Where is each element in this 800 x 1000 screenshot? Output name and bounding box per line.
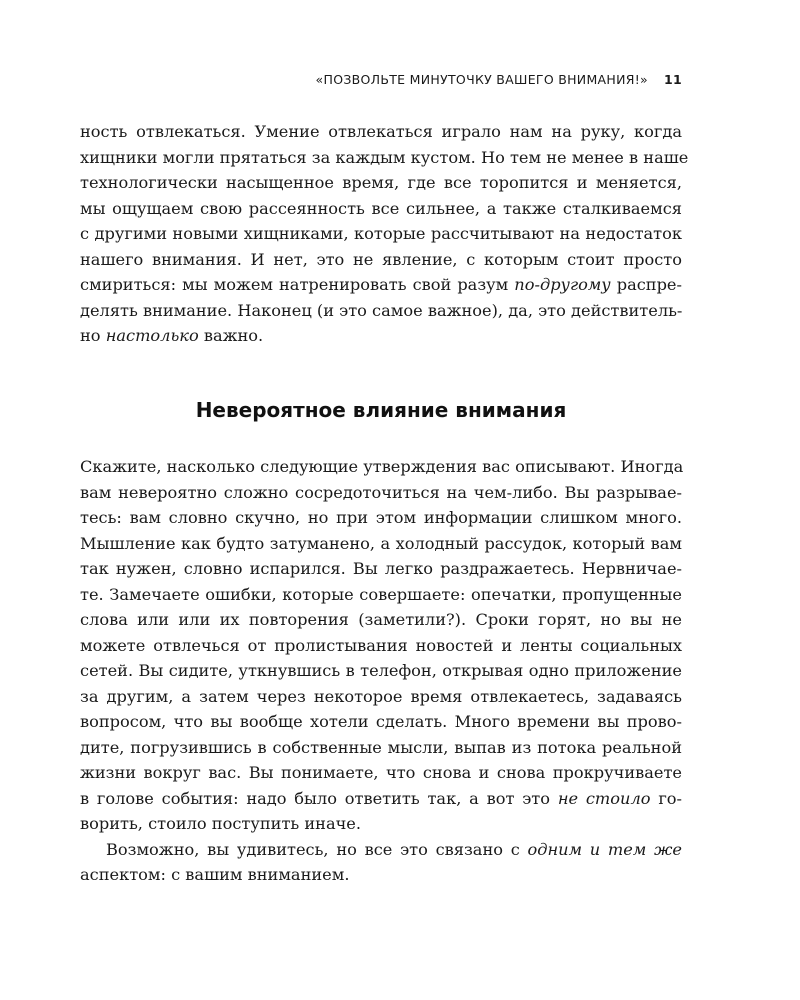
- text-line: вам невероятно сложно сосредоточиться на чем-либо. Вы разрывае-: [80, 482, 682, 502]
- text-run: важно.: [198, 326, 264, 345]
- text-run: смириться: мы можем натренировать свой разум: [80, 275, 515, 294]
- text-line: [80, 786, 682, 812]
- text-line: мы ощущаем свою рассеянность все сильнее, а также сталкиваемся: [80, 198, 682, 218]
- text-line: за другим, а затем через некоторое время отвлекаетесь, задаваясь: [80, 686, 682, 706]
- text-run: го-: [650, 788, 683, 808]
- text-run: распре-: [610, 275, 682, 294]
- text-run: в голове события: надо было ответить так, а вот это: [80, 788, 558, 808]
- text-line: сетей. Вы сидите, уткнувшись в телефон, открывая одно приложение: [80, 661, 682, 680]
- emphasis-text: не стоило: [557, 788, 651, 808]
- page-number: 11: [664, 72, 682, 87]
- text-line: Скажите, насколько следующие утверждения вас описывают. Иногда: [80, 457, 684, 476]
- emphasis-text: одним и тем же: [527, 839, 682, 859]
- text-line: технологически насыщенное время, где все торопится и меняется,: [80, 173, 682, 192]
- text-line: Мышление как будто затуманено, а холодный рассудок, который вам: [80, 533, 682, 553]
- paragraph-1: [80, 119, 689, 349]
- text-line: ность отвлекаться. Умение отвлекаться играло нам на руку, когда: [80, 122, 682, 141]
- text-line: [80, 837, 682, 863]
- text-line: делять внимание. Наконец (и это самое важное), да, это действитель-: [80, 300, 683, 320]
- text-line: [80, 323, 682, 349]
- emphasis-text: настолько: [105, 326, 199, 345]
- text-line: нашего внимания. И нет, это не явление, с которым стоит просто: [80, 249, 682, 269]
- text-line: можете отвлечься от пролистывания новостей и ленты социальных: [80, 635, 682, 655]
- running-header: [80, 72, 682, 87]
- emphasis-text: по-другому: [514, 275, 611, 294]
- text-line: те. Замечаете ошибки, которые совершаете: опечатки, пропущенные: [80, 584, 682, 604]
- text-run: но: [80, 326, 106, 345]
- text-line: так нужен, словно испарился. Вы легко раздражаетесь. Нервничае-: [80, 559, 682, 578]
- section-heading: Невероятное влияние внимания: [195, 398, 567, 422]
- text-line: жизни вокруг вас. Вы понимаете, что снова и снова прокручиваете: [80, 763, 682, 782]
- text-line: аспектом: с вашим вниманием.: [80, 865, 350, 884]
- text-line: с другими новыми хищниками, которые рассчитывают на недостаток: [80, 224, 682, 243]
- text-line: вопросом, что вы вообще хотели сделать. Много времени вы прово-: [80, 712, 682, 731]
- paragraph-2: [80, 454, 682, 888]
- text-line: хищники могли прятаться за каждым кустом. Но тем не менее в наше: [80, 147, 689, 167]
- text-line: тесь: вам словно скучно, но при этом информации слишком много.: [80, 508, 682, 527]
- text-line: [80, 272, 682, 298]
- text-line: дите, погрузившись в собственные мысли, выпав из потока реальной: [80, 737, 682, 757]
- text-line: ворить, стоило поступить иначе.: [80, 814, 362, 833]
- running-title: «ПОЗВОЛЬТЕ МИНУТОЧКУ ВАШЕГО ВНИМАНИЯ!»: [315, 72, 648, 87]
- text-run: Возможно, вы удивитесь, но все это связано с: [106, 839, 528, 859]
- text-line: слова или или их повторения (заметили?). Сроки горят, но вы не: [80, 610, 682, 629]
